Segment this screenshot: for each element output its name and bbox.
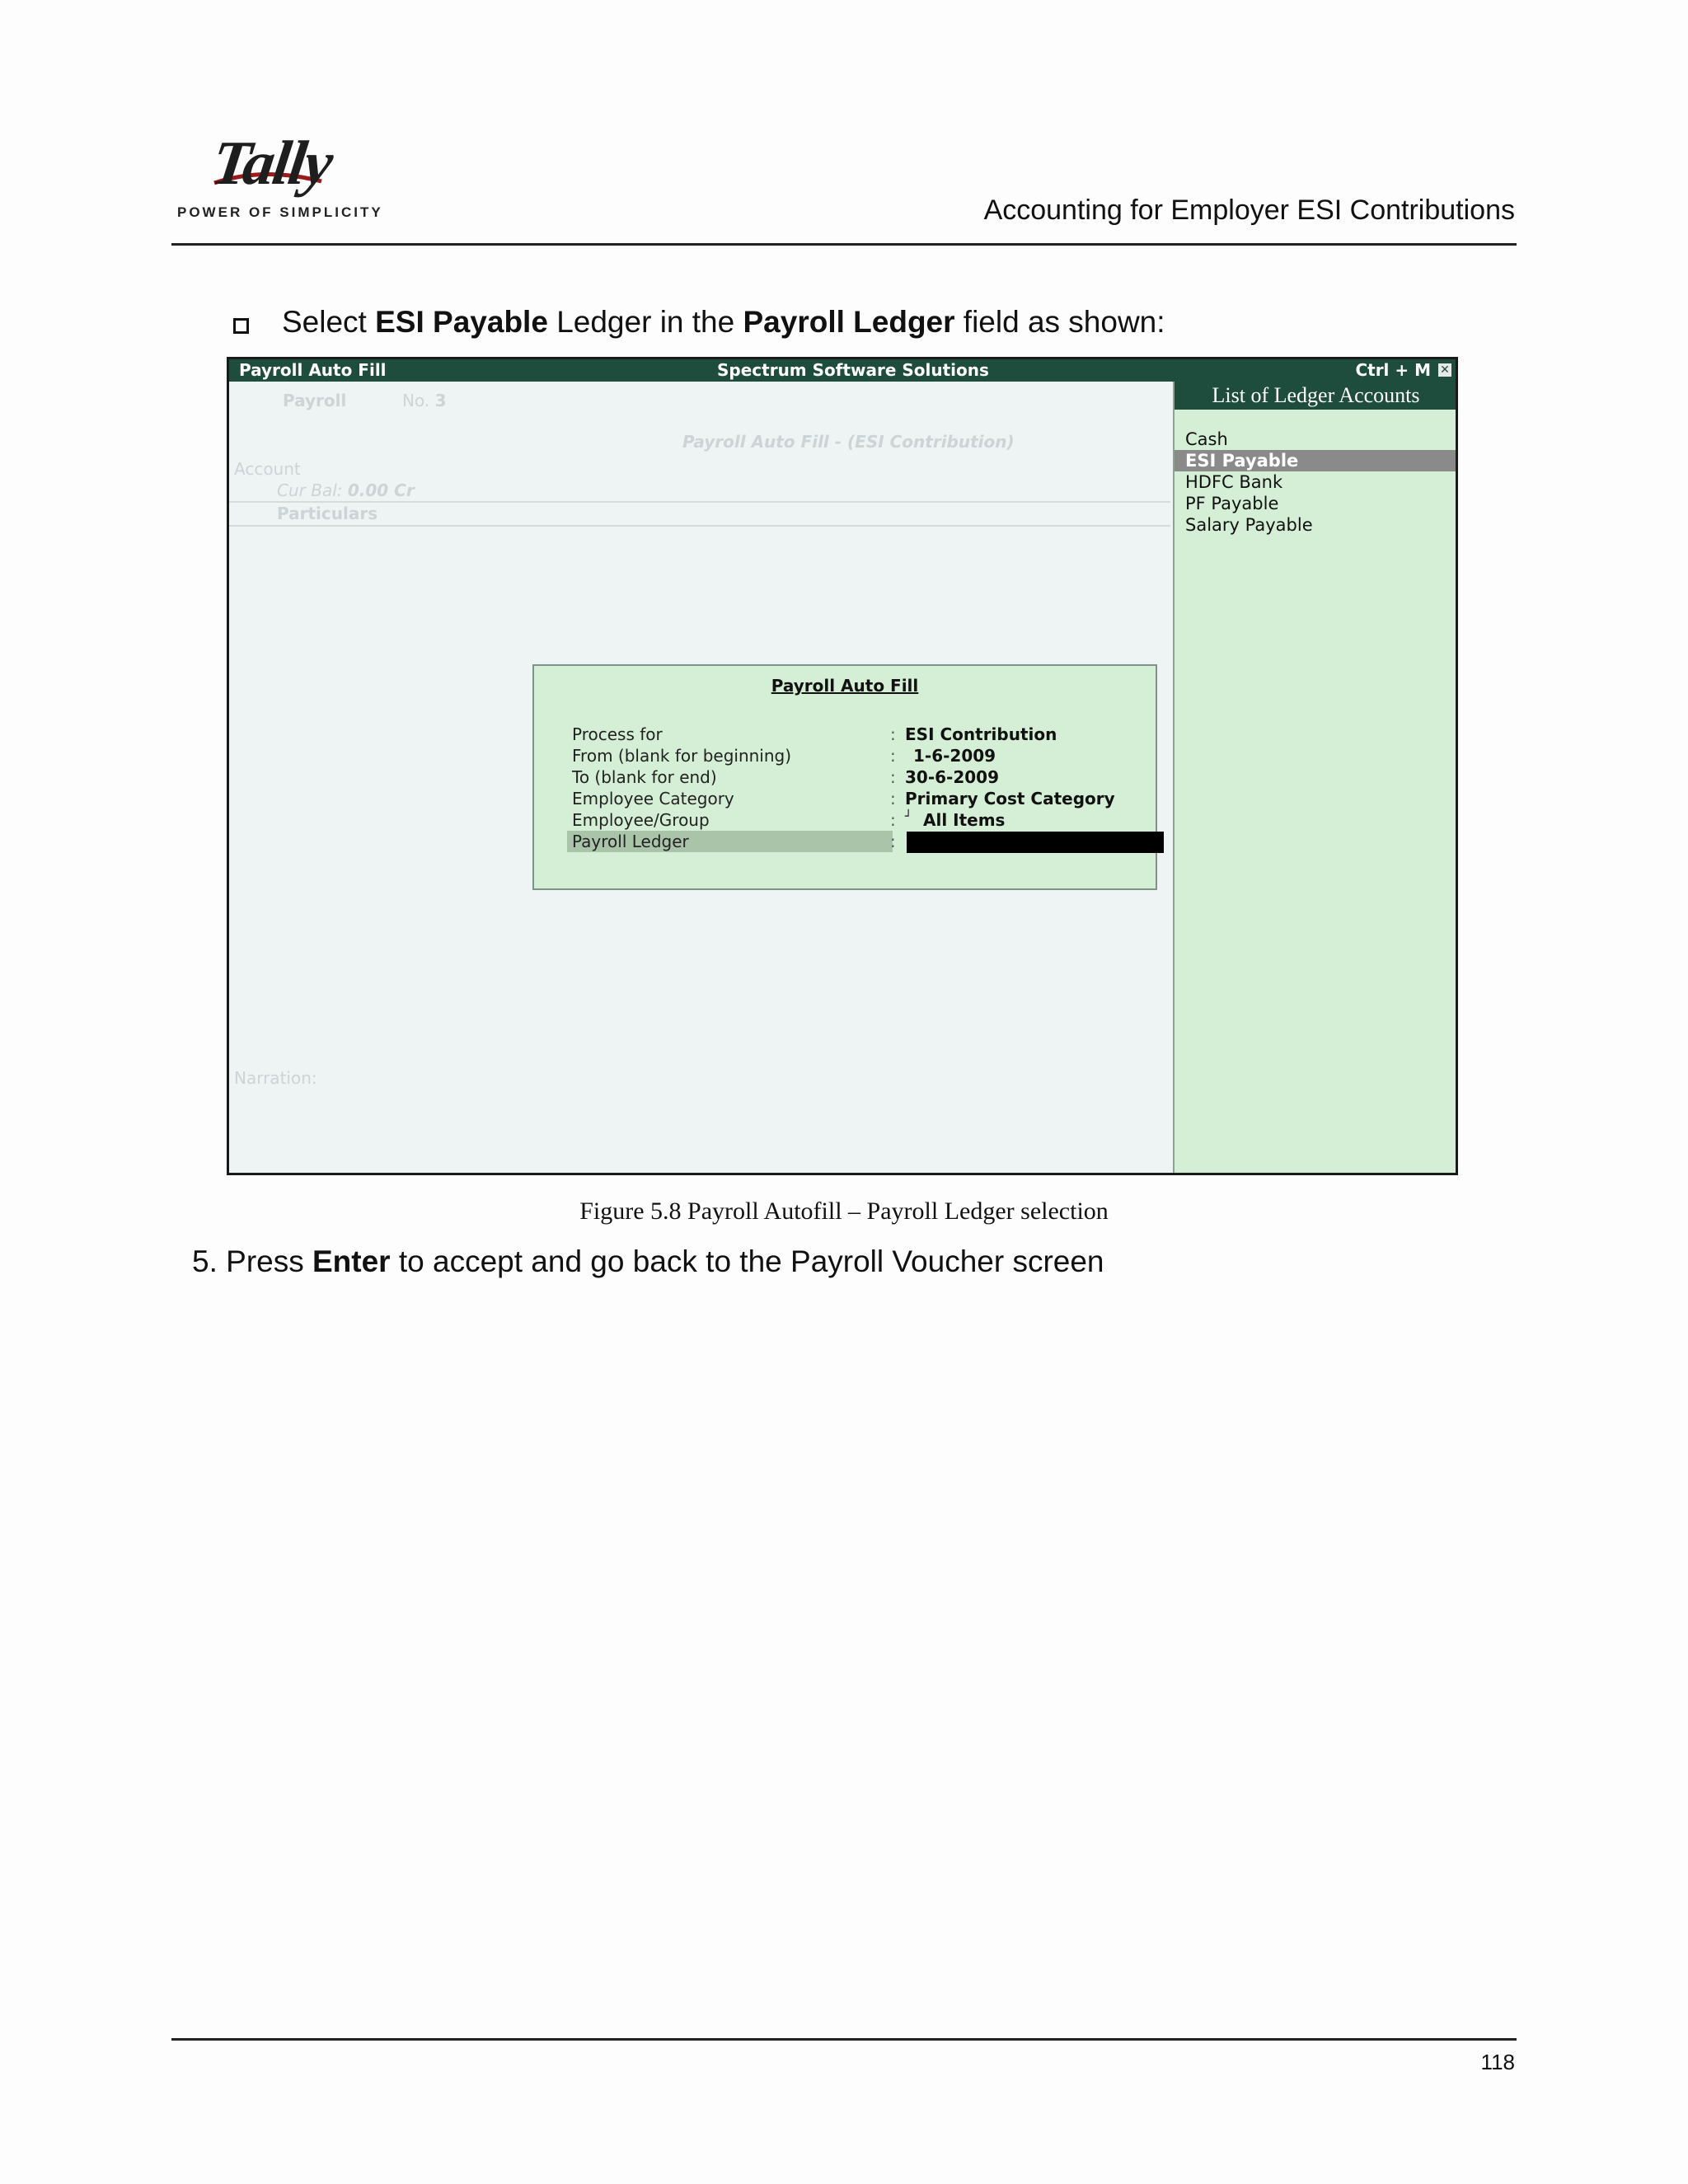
ledger-list <box>1175 429 1457 536</box>
account-label: Account <box>234 459 301 479</box>
employee-category-value[interactable]: Primary Cost Category <box>905 789 1115 808</box>
window-titlebar <box>229 359 1456 382</box>
narration-label: Narration: <box>234 1068 317 1088</box>
ledger-item-salary-payable[interactable]: Salary Payable <box>1185 515 1313 535</box>
page-header-title: Accounting for Employer ESI Contributions <box>983 194 1515 226</box>
process-for-value[interactable]: ESI Contribution <box>905 724 1057 744</box>
field-label: From (blank for beginning) <box>572 746 792 766</box>
particulars-header: Particulars <box>277 504 378 523</box>
ledger-item-pf-payable[interactable]: PF Payable <box>1185 494 1279 513</box>
window-title: Payroll Auto Fill <box>239 360 387 380</box>
instruction-bold-field: Payroll Ledger <box>743 305 955 339</box>
square-bullet-icon <box>233 318 249 334</box>
tally-screenshot <box>227 357 1458 1175</box>
voucher-heading: Payroll Auto Fill - (ESI Contribution) <box>682 432 1015 452</box>
field-label: Payroll Ledger <box>572 832 689 851</box>
voucher-type: Payroll <box>283 391 347 410</box>
figure-caption: Figure 5.8 Payroll Autofill – Payroll Ledger selection <box>579 1197 1109 1225</box>
divider <box>229 501 1170 503</box>
footer-divider <box>171 2038 1517 2041</box>
to-date-value[interactable]: 30-6-2009 <box>905 767 1000 787</box>
step-5-text: 5. Press Enter to accept and go back to the Payroll Voucher screen <box>192 1244 1104 1278</box>
field-label: Employee/Group <box>572 810 710 830</box>
payroll-auto-fill-dialog <box>532 664 1157 890</box>
instruction-bold-ledger: ESI Payable <box>375 305 548 339</box>
from-date-value[interactable]: 1-6-2009 <box>913 746 996 766</box>
voucher-number: No. 3 <box>402 391 447 410</box>
header-divider <box>171 243 1517 246</box>
close-icon[interactable]: ✕ <box>1438 363 1451 377</box>
payroll-ledger-input[interactable] <box>907 832 1164 853</box>
dialog-title: Payroll Auto Fill <box>771 676 919 696</box>
field-label: Employee Category <box>572 789 734 808</box>
from-date-row[interactable]: From (blank for beginning) : 1-6-2009 <box>572 746 996 766</box>
company-name: Spectrum Software Solutions <box>717 360 989 380</box>
employee-category-row[interactable]: Employee Category : Primary Cost Category <box>572 789 1115 808</box>
ledger-list-panel <box>1173 382 1457 1173</box>
divider <box>229 525 1170 527</box>
corner-marker-icon: ┘ <box>905 810 912 823</box>
payroll-ledger-row[interactable]: Payroll Ledger : <box>567 831 1152 852</box>
to-date-row[interactable]: To (blank for end) : 30-6-2009 <box>572 767 1000 787</box>
employee-group-value[interactable]: All Items <box>923 810 1006 830</box>
logo-tagline: POWER OF SIMPLICITY <box>177 204 383 220</box>
instruction-text: Select ESI Payable Ledger in the Payroll Ledger field as shown: <box>282 305 1165 339</box>
ledger-item-hdfc-bank[interactable]: HDFC Bank <box>1185 472 1283 492</box>
ledger-list-title: List of Ledger Accounts <box>1175 382 1457 410</box>
employee-group-row[interactable]: Employee/Group : ┘ All Items <box>567 809 1152 831</box>
shortcut-hint: Ctrl + M <box>1355 360 1431 380</box>
ledger-item-cash[interactable]: Cash <box>1185 429 1228 449</box>
current-balance: Cur Bal: 0.00 Cr <box>277 480 415 500</box>
field-label: To (blank for end) <box>572 767 717 787</box>
ledger-item-esi-payable[interactable]: ESI Payable <box>1175 450 1457 471</box>
step-bold-key: Enter <box>312 1244 391 1278</box>
field-label: Process for <box>572 724 663 744</box>
process-for-row[interactable]: Process for : ESI Contribution <box>572 724 1057 744</box>
page-number: 118 <box>1480 2050 1515 2074</box>
logo-text: Tally <box>208 129 336 198</box>
